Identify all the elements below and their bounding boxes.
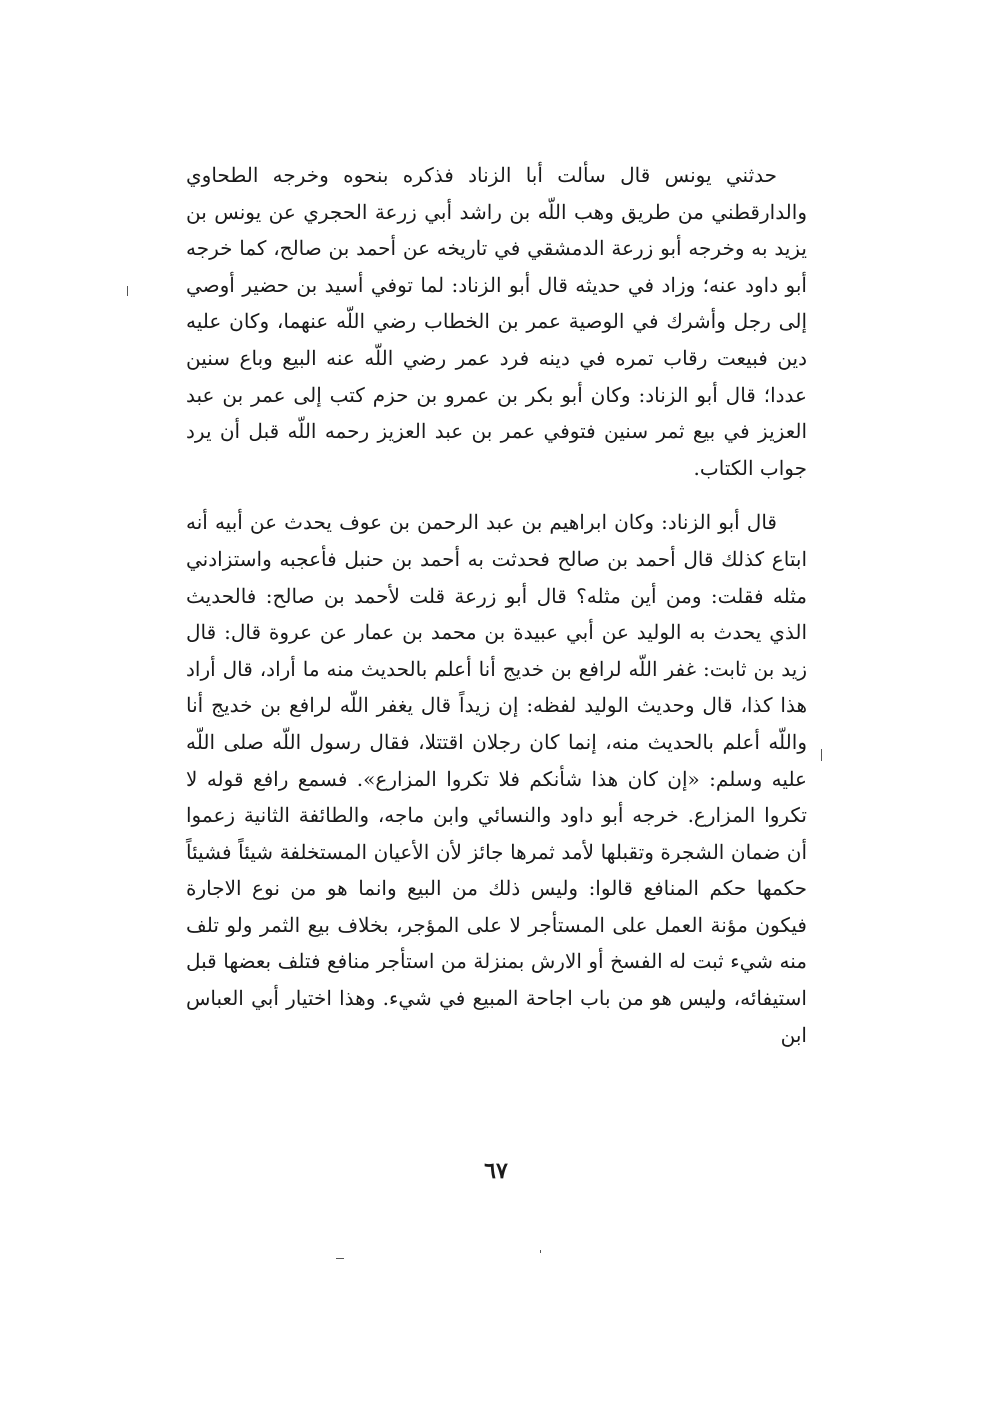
page-number [0, 1158, 992, 1184]
paragraph-1 [186, 157, 807, 486]
paragraph-2-text: قال أبو الزناد: وكان ابراهيم بن عبد الرحمن بن عوف يحدث عن أبيه أنه ابتاع كذلك قال أحمد بن صالح فحدثت به أحمد بن حنبل فأعجبه واستزادني مثله فقلت: ومن أين مثله؟ قال أبو زرعة قلت لأحمد بن صالح: فالحديث الذي يحدث به الوليد عن أبي عبيدة بن محمد بن عمار عن عروة قال: قال زيد بن ثابت: غفر اللّه لرافع بن خديج أنا أعلم بالحديث منه ما أراد، قال أراد هذا كذا، قال وحديث الوليد لفظه: إن زيداً قال يغفر اللّه لرافع بن خديج أنا واللّه أعلم بالحديث منه، إنما كان رجلان اقتتلا، فقال رسول اللّه صلى اللّه عليه وسلم: «إن كان هذا شأنكم فلا تكروا المزارع». فسمع رافع قوله لا تكروا المزارع. خرجه أبو داود والنسائي وابن ماجه، والطائفة الثانية زعموا أن ضمان الشجرة وتقبلها لأمد ثمرها جائز لأن الأعيان المستخلفة شيئاً فشيئاً حكمها حكم المنافع قالوا: وليس ذلك من البيع وانما هو من نوع الاجارة فيكون مؤنة العمل على المستأجر لا على المؤجر، بخلاف بيع الثمر ولو تلف منه شيء ثبت له الفسخ أو الارش بمنزلة من استأجر منافع فتلف بعضها قبل استيفائه، وليس هو من باب اجاحة المبيع في شيء. وهذا اختيار أبي العباس ابن [186, 510, 807, 1047]
scan-artifact [821, 749, 822, 761]
page-number-text: ٦٧ [484, 1158, 508, 1184]
body-text [186, 157, 807, 1053]
scan-artifact [540, 1250, 541, 1253]
scan-artifact [336, 1258, 344, 1259]
paragraph-2 [186, 504, 807, 1053]
paragraph-1-text: حدثني يونس قال سألت أبا الزناد فذكره بنحوه وخرجه الطحاوي والدارقطني من طريق وهب اللّه بن راشد أبي زرعة الحجري عن يونس بن يزيد به وخرجه أبو زرعة الدمشقي في تاريخه عن أحمد بن صالح، كما خرجه أبو داود عنه؛ وزاد في حديثه قال أبو الزناد: لما توفي أسيد بن حضير أوصي إلى رجل وأشرك في الوصية عمر بن الخطاب رضي اللّه عنهما، وكان عليه دين فبيعت رقاب تمره في دينه فرد عمر رضي اللّه عنه البيع وباع سنين عددا؛ قال أبو الزناد: وكان أبو بكر بن عمرو بن حزم كتب إلى عمر بن عبد العزيز في بيع ثمر سنين فتوفي عمر بن عبد العزيز رحمه اللّه قبل أن يرد جواب الكتاب. [186, 163, 807, 480]
scan-artifact [127, 286, 128, 296]
